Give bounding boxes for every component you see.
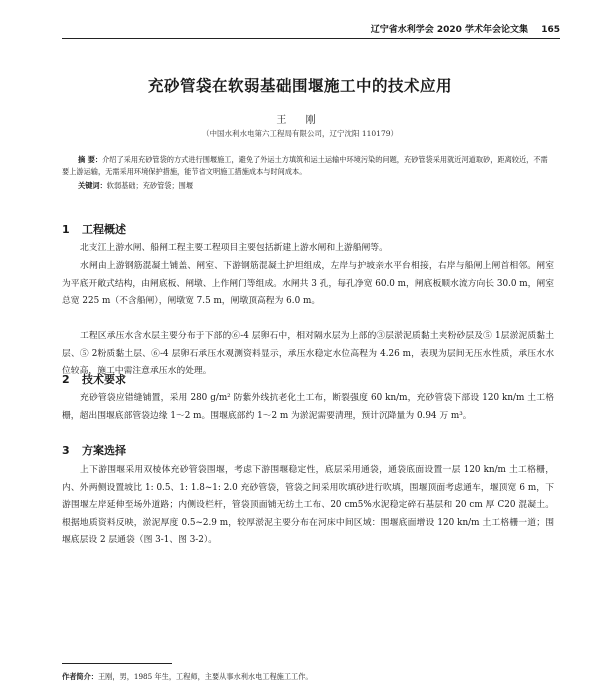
section-title: 技术要求 <box>82 373 126 386</box>
abstract-text: 介绍了采用充砂管袋的方式进行围堰施工，避免了外运土方填筑和运土运输中环境污染的问题，充砂管袋采用就近河道取砂，距离较近，不需要上游运输，无需采用环境保护措施，能节省文明施工措施成本与时间成本。 <box>62 155 548 176</box>
section-1-paragraph-2: 水闸由上游钢筋混凝土铺盖、闸室、下游钢筋混凝土护坦组成，左岸与护坡亲水平台相接，右岸与船闸上闸首相邻。闸室为平底开敞式结构，由闸底板、闸墩、上作闸门等组成。水闸共 3 孔，每孔净宽 60.0 m，闸底板顺水流方向长 30.0 m，闸室总宽 225 m（不含船闸），闸墩宽 7.5 m，闸墩顶高程为 6.0 m。 <box>62 261 554 307</box>
section-3-heading <box>62 442 126 458</box>
section-number: 2 <box>62 373 70 386</box>
section-number: 3 <box>62 444 70 457</box>
footnote-divider <box>62 663 172 664</box>
paper-title: 充砂管袋在软弱基础围堰施工中的技术应用 <box>147 77 452 95</box>
abstract-label: 摘 要： <box>78 155 103 164</box>
section-title: 方案选择 <box>82 444 126 457</box>
footnote-label: 作者简介： <box>62 672 98 681</box>
running-header <box>62 22 560 39</box>
section-number: 1 <box>62 223 70 236</box>
author-affiliation: （中国水利水电第六工程局有限公司，辽宁沈阳 110179） <box>201 129 398 138</box>
section-1-paragraph-3: 工程区承压水含水层主要分布于下部的⑥-4 层卵石中，相对隔水层为上部的③层淤泥质黏土夹粉砂层及⑤ 1层淤泥质黏土层、⑤ 2粉质黏土层、⑥-4 层卵石承压水观测资料显示，承压水稳定水位高程为 4.26 m，表现为层间无压水性质，承压水水位较高，施工中需注意承压水的处理。 <box>62 331 554 377</box>
journal-name: 辽宁省水利学会 2020 学术年会论文集 <box>370 25 529 35</box>
keywords-label: 关键词： <box>78 181 107 190</box>
keywords <box>78 181 554 191</box>
author-footnote <box>62 672 554 682</box>
page-number: 165 <box>541 25 560 35</box>
footnote-text: 王刚，男，1985 年生，工程师，主要从事水利水电工程施工工作。 <box>97 672 313 681</box>
section-2-paragraph-1: 充砂管袋应错缝铺置，采用 280 g/m² 防紫外线抗老化土工布，断裂强度 60 kn/m，充砂管袋下部设 120 kn/m 土工格栅，超出围堰底部管袋边缘 1～2 m。围堰底部约 1～2 m 为淤泥需要清理，预计沉降量为 0.94 万 m³。 <box>62 393 554 421</box>
abstract <box>62 154 554 178</box>
section-3-paragraph-1: 上下游围堰采用双棱体充砂管袋围堰，考虑下游围堰稳定性，底层采用通袋，通袋底面设置一层 120 kn/m 土工格栅，内、外两侧设置坡比 1: 0.5、1: 1.8~1: 2.0 充砂管袋，管袋之间采用吹填砂进行吹填，围堰顶面考虑通车，堰顶宽 6 m，下游围堰左岸延伸至场外道路；内侧设栏杆，管袋顶面铺无纺土工布、20 cm5%水泥稳定碎石基层和 20 cm 厚 C20 混凝土。根据地质资料反映，淤泥厚度 0.5~2.9 m，较厚淤泥主要分布在河床中间区域：围堰底面增设 120 kn/m 土工格栅一道；围堰底层设 2 层通袋（图 3-1、图 3-2）。 <box>62 465 554 546</box>
section-2-heading <box>62 371 126 387</box>
keywords-text: 软弱基础；充砂管袋；围堰 <box>106 181 194 190</box>
section-1-heading <box>62 221 126 237</box>
section-title: 工程概述 <box>82 223 126 236</box>
section-1-paragraph-1: 北支江上游水闸、船闸工程主要工程项目主要包括新建上游水闸和上游船闸等。 <box>80 243 388 253</box>
author-name: 王 刚 <box>276 115 324 126</box>
